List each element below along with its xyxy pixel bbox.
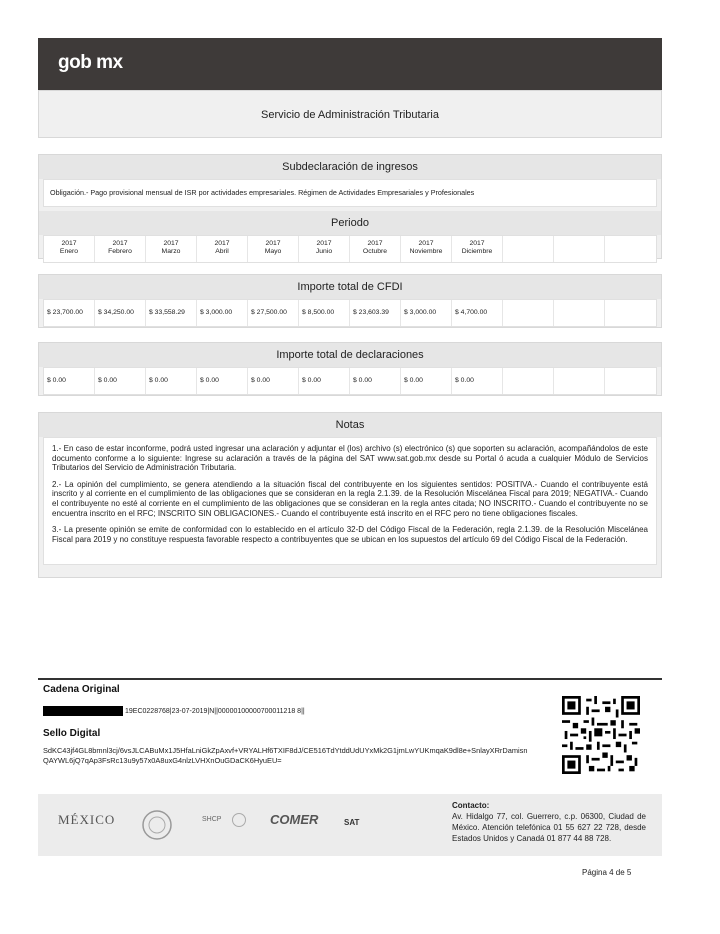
contact-text: Av. Hidalgo 77, col. Guerrero, c.p. 06300, Ciudad de México. Atención telefónica 01 55 627 22 728, desde Estados Unidos y Canadá 01 877 44 88 728.: [452, 812, 646, 843]
period-month: Febrero: [108, 248, 132, 255]
declaraciones-cell: $ 0.00: [197, 368, 248, 394]
cfdi-cell: $ 4,700.00: [452, 300, 503, 326]
redaction-bar: [43, 706, 123, 716]
periodo-cell: [299, 236, 350, 262]
contact-label: Contacto:: [452, 801, 490, 810]
periodo-cell: [146, 236, 197, 262]
qr-code-icon: [562, 696, 640, 774]
periodo-cell: [605, 236, 656, 262]
cfdi-row: [43, 299, 657, 327]
declaraciones-cell: [554, 368, 605, 394]
declaraciones-cell: [503, 368, 554, 394]
period-month: Junio: [315, 248, 333, 255]
notas-box: [38, 412, 662, 578]
declaraciones-cell: [605, 368, 656, 394]
sat-logo: SAT: [344, 818, 360, 827]
declaraciones-cell: $ 0.00: [350, 368, 401, 394]
periodo-cell: [95, 236, 146, 262]
cadena-text: 19EC0228768|23-07-2019|N||00000100000700011218 8||: [125, 707, 305, 715]
notas-title: Notas: [39, 413, 661, 437]
gobmx-logo: gob mx: [58, 52, 123, 73]
contact-block: [452, 800, 646, 844]
period-month: Mayo: [264, 248, 282, 255]
declaraciones-cell: $ 0.00: [401, 368, 452, 394]
periodo-cell: [452, 236, 503, 262]
declaraciones-cell: $ 0.00: [44, 368, 95, 394]
period-month: Marzo: [161, 248, 181, 255]
sello-label: Sello Digital: [43, 728, 101, 739]
period-month: Diciembre: [461, 248, 493, 255]
sello-value: SdKC43jf4GL8bmnl3cj/6vsJLCABuMx1J5HfaLniGkZpAxvf+VRYALHf6TXIF8dJ/CE516TdYtddUdUYxMk2G1jmLwYUKmqaK9dl8e+SnlayXRrDamisnQAYWL6jQ7qAp3FsRc13u9y57x0A8uxG4nlzLVHXnOuGDaCK6HyuEU=: [43, 746, 528, 765]
cfdi-cell: $ 3,000.00: [401, 300, 452, 326]
periodo-cell: [44, 236, 95, 262]
declaraciones-cell: $ 0.00: [452, 368, 503, 394]
header-bar: [38, 38, 662, 90]
declaraciones-cell: $ 0.00: [248, 368, 299, 394]
period-year: 2017: [418, 240, 434, 247]
cfdi-cell: [503, 300, 554, 326]
cfdi-cell: [554, 300, 605, 326]
nota-2: 2.- La opinión del cumplimiento, se genera atendiendo a la situación fiscal del contribuyente en los siguientes sentidos: POSITIVA.- Cuando el contribuyente está inscrito y al corriente en el cumplimiento de las obligaciones que se consideran en la regla 2.1.39. de la Resolución Miscelánea Fiscal para 2019; NEGATIVA.- Cuando el contribuyente no esté al corriente en el cumplimiento de las obligaciones que se consideran en la regla antes citada; NO INSCRITO.- Cuando el contribuyente no se encuentra inscrito en el RFC; INSCRITO SIN OBLIGACIONES.- Cuando el contribuyente está inscrito en el RFC pero no tiene obligaciones fiscales.: [52, 479, 648, 518]
coat-of-arms-icon: [140, 808, 174, 842]
periodo-title: Periodo: [39, 211, 661, 235]
comer-logo: COMER: [270, 812, 319, 827]
cfdi-cell: $ 34,250.00: [95, 300, 146, 326]
service-title: Servicio de Administración Tributaria: [261, 109, 439, 121]
declaraciones-row: [43, 367, 657, 395]
shcp-seal-icon: [231, 812, 247, 828]
cfdi-cell: $ 23,700.00: [44, 300, 95, 326]
cfdi-cell: $ 23,603.39: [350, 300, 401, 326]
nota-3: 3.- La presente opinión se emite de conformidad con lo establecido en el artículo 32-D del Código Fiscal de la Federación, regla 2.1.39. de la Resolución Miscelánea Fiscal para 2019 y no constituye respuesta favorable respecto a contribuyentes que se ubican en los supuestos del artículo 69 del Código Fiscal de la Federación.: [52, 525, 648, 544]
period-month: Enero: [59, 248, 79, 255]
cfdi-cell: $ 3,000.00: [197, 300, 248, 326]
periodo-cell: [401, 236, 452, 262]
shcp-logo: SHCP: [202, 816, 222, 823]
periodo-cell: [554, 236, 605, 262]
service-box: [38, 90, 662, 138]
periodo-cell: [350, 236, 401, 262]
period-year: 2017: [214, 240, 230, 247]
period-year: 2017: [112, 240, 128, 247]
period-month: Octubre: [362, 248, 388, 255]
cfdi-box: [38, 274, 662, 328]
period-year: 2017: [163, 240, 179, 247]
divider-top: [38, 678, 662, 680]
cfdi-cell: $ 8,500.00: [299, 300, 350, 326]
period-year: 2017: [316, 240, 332, 247]
declaraciones-cell: $ 0.00: [299, 368, 350, 394]
declaraciones-cell: $ 0.00: [146, 368, 197, 394]
periodo-cell: [248, 236, 299, 262]
cfdi-cell: $ 33,558.29: [146, 300, 197, 326]
cfdi-cell: [605, 300, 656, 326]
declaraciones-cell: $ 0.00: [95, 368, 146, 394]
page-number: Página 4 de 5: [582, 868, 632, 877]
period-year: 2017: [469, 240, 485, 247]
cadena-label: Cadena Original: [43, 684, 120, 695]
periodo-cell: [197, 236, 248, 262]
periodo-row: [43, 235, 657, 263]
nota-1: 1.- En caso de estar inconforme, podrá usted ingresar una aclaración y adjuntar el (los) archivo (s) electrónico (s) que soporten su aclaración, acompañándolos de este documento conforme a lo siguiente: Ingrese su aclaración a través de la página del SAT www.sat.gob.mx desde su Portal ó acuda a cualquier Módulo de Servicios Tributarios del Servicio de Administración Tributaria.: [52, 444, 648, 473]
subdeclaracion-title: Subdeclaración de ingresos: [39, 155, 661, 179]
mexico-logo: MÉXICO: [58, 812, 116, 827]
cfdi-title: Importe total de CFDI: [39, 275, 661, 299]
period-year: 2017: [61, 240, 77, 247]
declaraciones-title: Importe total de declaraciones: [39, 343, 661, 367]
periodo-cell: [503, 236, 554, 262]
notas-body: [43, 437, 657, 565]
cfdi-cell: $ 27,500.00: [248, 300, 299, 326]
obligacion-text: Obligación.- Pago provisional mensual de ISR por actividades empresariales. Régimen de Actividades Empresariales y Profesionales: [43, 179, 657, 207]
period-month: Noviembre: [409, 248, 443, 255]
period-month: Abril: [215, 248, 229, 255]
period-year: 2017: [367, 240, 383, 247]
cadena-value: [43, 706, 305, 716]
period-year: 2017: [265, 240, 281, 247]
declaraciones-box: [38, 342, 662, 396]
subdeclaracion-box: [38, 154, 662, 259]
